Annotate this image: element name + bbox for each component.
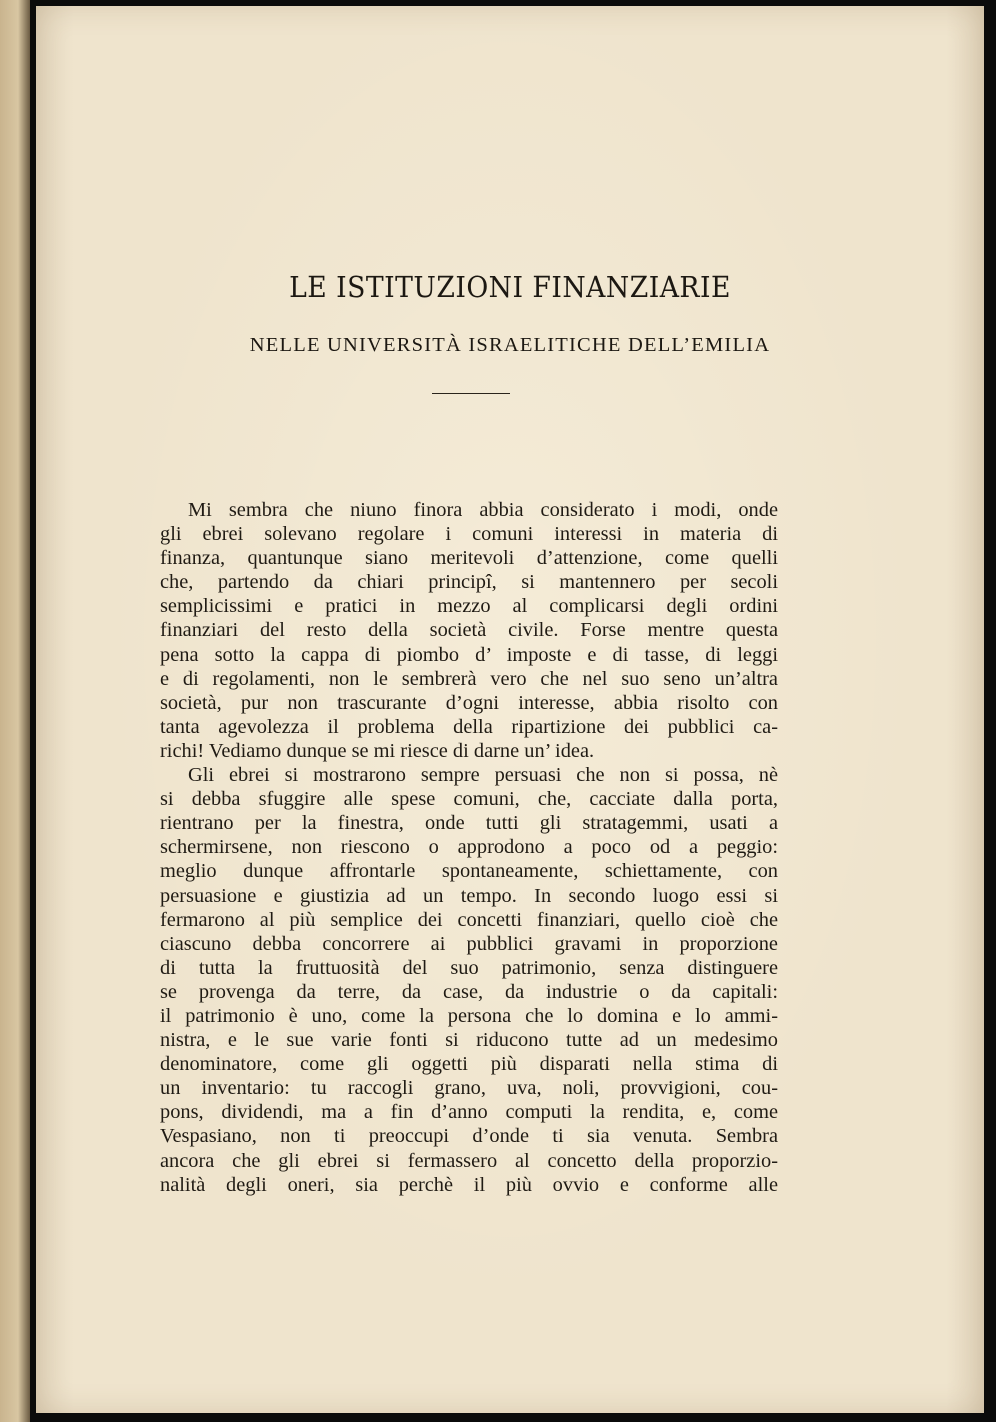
text-line: richi! Vediamo dunque se mi riesce di darne un’ idea.: [160, 739, 595, 762]
text-line: società, pur non trascurante d’ogni interesse, abbia risolto con: [160, 691, 778, 714]
text-line: denominatore, come gli oggetti più disparati nella stima di: [160, 1053, 778, 1076]
page-sheet: [36, 6, 984, 1413]
text-line: nistra, e le sue varie fonti si riducono tutte ad un medesimo: [160, 1029, 778, 1052]
text-line: si debba sfuggire alle spese comuni, che, cacciate dalla porta,: [160, 788, 778, 811]
text-line: persuasione e giustizia ad un tempo. In secondo luogo essi si: [160, 884, 778, 907]
text-line: rientrano per la finestra, onde tutti gli stratagemmi, usati a: [160, 812, 778, 835]
title-divider: [432, 393, 510, 394]
text-line: se provenga da terre, da case, da industrie o da capitali:: [160, 980, 778, 1003]
text-line: pons, dividendi, ma a fin d’anno computi la rendita, e, come: [160, 1101, 778, 1124]
text-line: ciascuno debba concorrere ai pubblici gravami in proporzione: [160, 932, 778, 955]
text-line: finanziari del resto della società civile. Forse mentre questa: [160, 619, 778, 642]
text-line: il patrimonio è uno, come la persona che lo domina e lo ammi-: [160, 1004, 778, 1027]
text-line: semplicissimi e pratici in mezzo al complicarsi degli ordini: [160, 595, 778, 618]
text-line: gli ebrei solevano regolare i comuni interessi in materia di: [160, 523, 778, 546]
article-title: LE ISTITUZIONI FINANZIARIE: [289, 270, 731, 304]
text-line: nalità degli oneri, sia perchè il più ovvio e conforme alle: [160, 1173, 778, 1196]
text-line: pena sotto la cappa di piombo d’ imposte e di tasse, di leggi: [160, 643, 778, 666]
text-line: che, partendo da chiari principî, si mantennero per secoli: [160, 571, 778, 594]
text-line: meglio dunque affrontarle spontaneamente, schiettamente, con: [160, 860, 778, 883]
body-text: [160, 498, 778, 1197]
text-line: Gli ebrei si mostrarono sempre persuasi che non si possa, nè: [188, 764, 778, 787]
text-line: schermirsene, non riescono o approdono a poco od a peggio:: [160, 836, 778, 859]
text-line: e di regolamenti, non le sembrerà vero che nel suo seno un’altra: [160, 667, 778, 690]
article-subtitle: NELLE UNIVERSITÀ ISRAELITICHE DELL’EMILIA: [249, 334, 771, 356]
previous-page-edge: [0, 0, 30, 1422]
text-line: tanta agevolezza il problema della ripartizione dei pubblici ca-: [160, 715, 778, 738]
text-line: Mi sembra che niuno finora abbia considerato i modi, onde: [188, 499, 778, 521]
text-line: un inventario: tu raccogli grano, uva, noli, provvigioni, cou-: [160, 1077, 778, 1100]
text-line: di tutta la fruttuosità del suo patrimonio, senza distinguere: [160, 956, 778, 979]
text-line: ancora che gli ebrei si fermassero al concetto della proporzio-: [160, 1149, 778, 1172]
text-line: finanza, quantunque siano meritevoli d’attenzione, come quelli: [160, 547, 778, 570]
text-line: Vespasiano, non ti preoccupi d’onde ti sia venuta. Sembra: [160, 1125, 778, 1148]
text-line: fermarono al più semplice dei concetti finanziari, quello cioè che: [160, 908, 778, 931]
